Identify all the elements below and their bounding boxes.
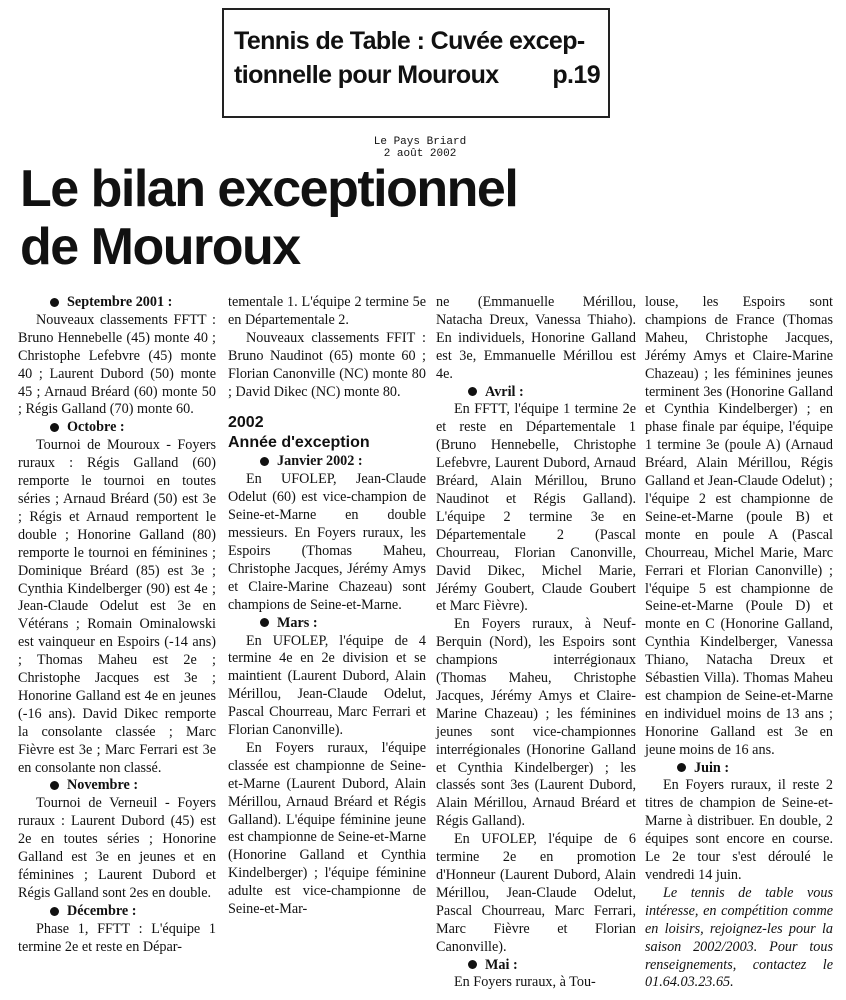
bullet-icon	[50, 781, 59, 790]
column-4	[645, 294, 833, 992]
teaser-line2: tionnelle pour Mouroux	[234, 61, 499, 89]
title-line1: Le bilan exceptionnel	[20, 160, 518, 218]
teaser-box	[222, 8, 610, 118]
paragraph: En FFTT, l'équipe 1 termine 2e et reste en Départementale 1 (Bruno Hennebelle, Christophe Lefebvre, Laurent Dubord, Arnaud Bréard, Alain Mérillou, Bruno Naudinot et Régis Galland). L'équipe 2 termine 3e en Départementale 2 (Pascal Chourreau, Florian Canonville, David Dikec, Michel Marie, Jérémy Goubert, Claude Goubert et Marc Fièvre).	[436, 401, 636, 615]
paragraph: Nouveaux classements FFTT : Bruno Hennebelle (45) monte 40 ; Christophe Lefebvre (45) monte 40 ; Laurent Dubord (50) monte 45 ; Arnaud Bréard (60) monte 50 ; Régis Galland (70) monte 60.	[18, 311, 216, 418]
section-heading-octobre: Octobre :	[18, 419, 216, 437]
column-2	[228, 294, 426, 919]
bullet-icon	[468, 387, 477, 396]
section-heading-juin: Juin :	[645, 760, 833, 778]
source-paper: Le Pays Briard	[373, 136, 467, 148]
teaser-line1: Tennis de Table : Cuvée excep-	[234, 27, 585, 55]
bullet-icon	[677, 763, 686, 772]
year-heading	[228, 413, 426, 453]
paragraph: En Foyers ruraux, à Neuf-Berquin (Nord), les Espoirs sont champions interrégionaux (Thomas Maheu, Christophe Jacques, Jérémy Amys et Claire-Marine Chazeau) ; les féminines jeunes sont vice-championnes interrégionales (Honorine Galland et Cynthia Kindelberger) ; les classés sont 3es (Laurent Dubord, Alain Mérillou, Arnaud Bréard et Régis Galland).	[436, 616, 636, 830]
bullet-icon	[468, 960, 477, 969]
paragraph: Nouveaux classements FFIT : Bruno Naudinot (65) monte 60 ; Florian Canonville (NC) monte 80 ; David Dikec (NC) monte 80.	[228, 329, 426, 400]
bullet-icon	[50, 298, 59, 307]
paragraph: En UFOLEP, Jean-Claude Odelut (60) est vice-champion de Seine-et-Marne en double messieurs. En Foyers ruraux, les Espoirs (Thomas Maheu, Christophe Jacques, Jérémy Amys et Claire-Marine Chazeau) sont champions de Seine-et-Marne.	[228, 471, 426, 613]
title-line2: de Mouroux	[20, 218, 300, 276]
section-heading-mai: Mai :	[436, 957, 636, 975]
section-heading-mars: Mars :	[228, 615, 426, 633]
paragraph: ne (Emmanuelle Mérillou, Natacha Dreux, Vanessa Thiaho). En individuels, Honorine Galland est 3e, Emmanuelle Mérillou est 4e.	[436, 294, 636, 382]
teaser-line2-row	[234, 58, 600, 92]
year-subtitle: Année d'exception	[228, 434, 370, 452]
section-heading-avril: Avril :	[436, 384, 636, 402]
section-heading-decembre: Décembre :	[18, 903, 216, 921]
column-3	[436, 294, 636, 992]
source-date: 2 août 2002	[383, 148, 457, 160]
paragraph: Tournoi de Verneuil - Foyers ruraux : Laurent Dubord (45) est 2e en toutes séries ; Honorine Galland est 3e en jeunes et en féminines ; Laurent Dubord et Régis Galland sont 2es en double.	[18, 795, 216, 901]
paragraph: Phase 1, FFTT : L'équipe 1 termine 2e et reste en Dépar-	[18, 920, 216, 955]
column-1	[18, 294, 216, 957]
bullet-icon	[260, 618, 269, 627]
year-label: 2002	[228, 414, 264, 432]
paragraph: tementale 1. L'équipe 2 termine 5e en Départementale 2.	[228, 294, 426, 328]
paragraph: En UFOLEP, l'équipe de 6 termine 2e en promotion d'Honneur (Laurent Dubord, Alain Mérillou, Jean-Claude Odelut, Pascal Chourreau, Marc Ferrari, Marc Fièvre et Florian Canonville).	[436, 831, 636, 955]
paragraph: Tournoi de Mouroux - Foyers ruraux : Régis Galland (60) remporte le tournoi en toutes séries ; Arnaud Bréard (50) est 3e ; Régis et Arnaud remportent le double ; Honorine Galland (80) remporte le tournoi en féminines ; Dominique Bréard (85) est 3e ; Cynthia Kindelberger (90) est 4e ; Jean-Claude Odelut est 3e en Vétérans ; Romain Ominalowski est vainqueur en Espoirs (-14 ans) ; Thomas Maheu est 2e ; Christophe Jacques est 3e ; Honorine Galland est 4e en jeunes (-16 ans). David Dikec remporte la consolante classée ; Marc Fièvre est 3e ; Marc Ferrari est 3e en consolante non classé.	[18, 437, 216, 776]
bullet-icon	[260, 457, 269, 466]
paragraph: En UFOLEP, l'équipe de 4 termine 4e en 2e division et se maintient (Laurent Dubord, Alain Mérillou, Jean-Claude Odelut, Pascal Chourreau, Marc Ferrari et Florian Canonville).	[228, 632, 426, 739]
source-stamp	[330, 136, 510, 160]
contact-note: Le tennis de table vous intéresse, en compétition comme en loisirs, rejoignez-les pour la saison 2002/2003. Pour tous renseignements, contactez le 01.64.03.23.65.	[645, 884, 833, 991]
paragraph: louse, les Espoirs sont champions de France (Thomas Maheu, Christophe Jacques, Jérémy Amys et Claire-Marine Chazeau) ; les féminines jeunes terminent 3es (Honorine Galland et Cynthia Kindelberger) ; en phase finale par équipe, l'équipe 1 termine 3e (poule A) (Arnaud Bréard, Alain Mérillou, Régis Galland et Jean-Claude Odelut) ; l'équipe 2 est championne de Seine-et-Marne (poule B) et monte en poule A (Pascal Chourreau, Michel Marie, Marc Ferrari et Florian Canonville) ; l'équipe 5 est championne de Seine-et-Marne (Poule D) et monte en C (Honorine Galland, Cynthia Kindelberger, Vanessa Thiano, Natacha Dreux et Sébastien Villa). Thomas Maheu est champion de Seine-et-Marne en individuel moins de 13 ans ; Honorine Galland est 3e en jeune moins de 16 ans.	[645, 294, 833, 758]
bullet-icon	[50, 423, 59, 432]
section-heading-janvier: Janvier 2002 :	[228, 453, 426, 471]
paragraph: En Foyers ruraux, il reste 2 titres de champion de Seine-et-Marne à distribuer. En double, 2 équipes sont encore en course. Le 2e tour s'est déroulé le vendredi 14 juin.	[645, 777, 833, 883]
teaser-page-ref: p.19	[552, 61, 600, 89]
section-heading-septembre: Septembre 2001 :	[18, 294, 216, 312]
paragraph: En Foyers ruraux, l'équipe classée est championne de Seine-et-Marne (Laurent Dubord, Alain Mérillou, Arnaud Bréard et Régis Galland). L'équipe féminine jeune est championne de Seine-et-Marne (Honorine Galland et Cynthia Kindelberger) ; l'équipe féminine adulte est vice-championne de Seine-et-Mar-	[228, 739, 426, 918]
section-heading-novembre: Novembre :	[18, 777, 216, 795]
bullet-icon	[50, 907, 59, 916]
article-title	[20, 160, 540, 276]
paragraph: En Foyers ruraux, à Tou-	[454, 974, 596, 991]
